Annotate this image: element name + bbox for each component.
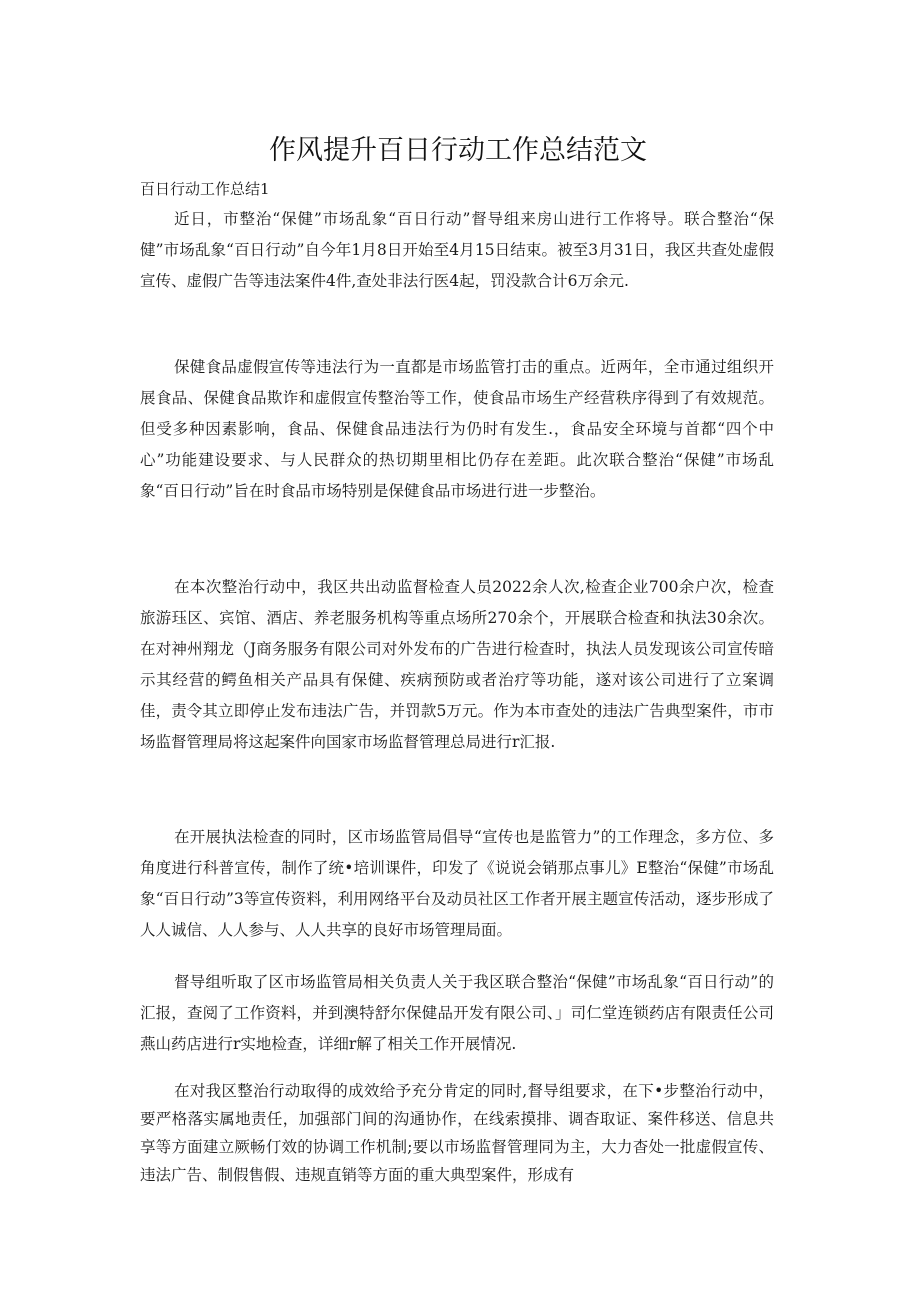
section-heading: 百日行动工作总结1 — [140, 180, 270, 198]
paragraph-6: 在对我区整治行动取得的成效给予充分肯定的同时,督导组要求，在下•步整治行动中，要严格落实属地责任，加强部门间的沟通协作，在线索摸排、调杳取证、案件移送、信息共享等方面建立厥畅仃效的协调工作机制;要以市场监督管理同为主，大力杳处一批虚假宣传、违法广告、制假售假、违规直销等方面的重大典型案件，形成有 — [140, 1082, 774, 1184]
paragraph-1: 近日，市整治“保健”市场乱象“百日行动”督导组来房山进行工作将导。联合整治“保健”市场乱象“百日行动”自今年1月8日开始至4月15日结束。被至3月31日，我区共查处虚假宣传、虚假广告等违法案件4件,查处非法行医4起，罚没款合计6万余元. — [140, 210, 774, 290]
document-title: 作风提升百日行动工作总结范文 — [269, 135, 647, 166]
paragraph-4: 在开展执法检查的同时，区市场监管局倡导“宣传也是监管力”的工作理念，多方位、多角度进行科普宣传，制作了统•培训课件，印发了《说说会销那点事儿》E整治“保健”市场乱象“百日行动”3等宣传资料，利用网络平台及动员社区工作者开展主题宣传活动，逐步形成了人人诚信、人人参与、人人共享的良好市场管理局面。 — [140, 828, 774, 939]
document-page — [138, 0, 778, 1301]
paragraph-5: 督导组听取了区市场监管局相关负责人关于我区联合整治“保健”市场乱象“百日行动”的汇报，查阅了工作资料，并到澳特舒尔保健品开发有限公司、」司仁堂连锁药店有限责任公司燕山药店进行r实地检查，详细r解了相关工作开展情况. — [140, 973, 774, 1053]
paragraph-2: 保健食品虚假宣传等违法行为一直都是市场监管打击的重点。近两年，全市通过组织开展食品、保健食品欺诈和虚假宣传整治等工作，使食品市场生产经营秩序得到了有效规范。但受多种因素影响，食品、保健食品违法行为仍时有发生.，食品安全环境与首都“四个中心”功能建设要求、与人民群众的热切期里相比仍存在差距。此次联合整治“保健”市场乱象“百日行动”旨在时食品市场特别是保健食品市场进行进一步整治。 — [140, 358, 774, 500]
paragraph-3: 在本次整治行动中，我区共出动监督检查人员2022余人次,检查企业700余户次，检查旅游珏区、宾馆、酒店、养老服务机构等重点场所270余个，开展联合检查和执法30余次。在对神州翔龙（J商务服务有限公司对外发布的广告进行检查时，执法人员发现该公司宣传暗示其经营的鳄鱼相关产品具有保健、疾病预防或者治疗等功能，遂对该公司进行了立案调佳，责令其立即停止发布违法广告，并罚款5万元。作为本市查处的违法广告典型案件，市市场监督管理局将这起案件向国家市场监督管理总局进行r汇报. — [140, 578, 774, 751]
